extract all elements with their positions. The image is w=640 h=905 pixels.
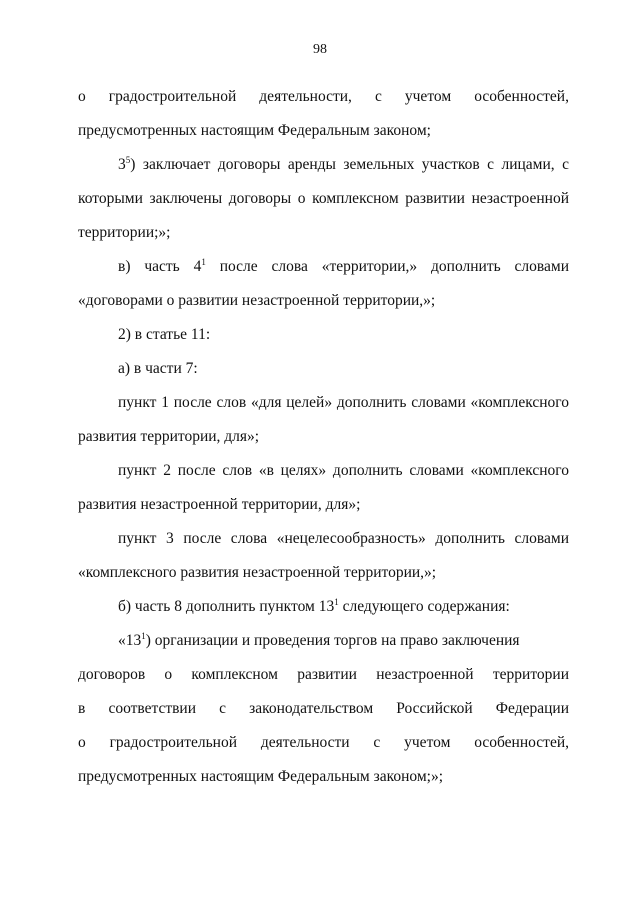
word: особенностей, — [474, 88, 569, 105]
paragraph — [78, 148, 569, 250]
superscript: 5 — [125, 154, 131, 165]
paragraph-text: в) часть 4 — [118, 258, 202, 275]
paragraph-text: ) организации и проведения торгов на право заключения — [145, 632, 520, 649]
word: развитии — [297, 666, 357, 683]
word: комплексном — [191, 666, 278, 683]
paragraph-text: б) часть 8 дополнить пунктом 13 — [118, 598, 335, 615]
paragraph-line — [78, 692, 569, 726]
paragraph: пункт 1 после слов «для целей» дополнить словами «комплексного развития территории, для»; — [78, 394, 569, 445]
page-number: 98 — [313, 42, 327, 57]
paragraph-line — [78, 658, 569, 692]
word: деятельности, — [259, 88, 352, 105]
paragraph — [78, 590, 569, 624]
document-body — [78, 80, 569, 794]
paragraph-line — [78, 624, 569, 658]
word: Федерации — [495, 700, 569, 717]
word: законодательством — [249, 700, 374, 717]
word: с — [219, 700, 227, 717]
paragraph-text: после слова «территории,» дополнить словами «договорами о развитии незастроенной территории,»; — [78, 258, 569, 309]
word: в — [78, 700, 86, 717]
paragraph-line: предусмотренных настоящим Федеральным законом;»; — [78, 768, 443, 785]
paragraph-line: предусмотренных настоящим Федеральным законом; — [78, 122, 431, 139]
paragraph: пункт 2 после слов «в целях» дополнить словами «комплексного развития незастроенной территории, для»; — [78, 462, 569, 513]
paragraph: а) в части 7: — [118, 360, 198, 377]
superscript: 1 — [141, 630, 146, 641]
word: градостроительной — [108, 88, 237, 105]
word: Российской — [396, 700, 473, 717]
paragraph-text: «13 — [118, 632, 142, 649]
superscript: 1 — [334, 596, 339, 607]
paragraph: пункт 3 после слова «нецелесообразность» дополнить словами «комплексного развития незастроенной территории,»; — [78, 530, 569, 581]
word: о — [78, 734, 86, 751]
word: особенностей, — [474, 734, 569, 751]
paragraph-text: следующего содержания: — [338, 598, 510, 615]
word: учетом — [404, 734, 451, 751]
item-number: 3 — [118, 156, 126, 173]
paragraph: 2) в статье 11: — [118, 326, 211, 343]
paragraph-line — [78, 80, 569, 114]
word: договоров — [78, 666, 146, 683]
word: территории — [492, 666, 569, 683]
word: с — [374, 88, 382, 105]
word: о — [78, 88, 86, 105]
word: учетом — [404, 88, 452, 105]
word: незастроенной — [376, 666, 474, 683]
word: соответствии — [108, 700, 197, 717]
word: деятельности — [260, 734, 350, 751]
word: градостроительной — [109, 734, 238, 751]
word: о — [164, 666, 173, 683]
word: с — [373, 734, 381, 751]
paragraph-line — [78, 726, 569, 760]
paragraph — [78, 250, 569, 318]
superscript: 1 — [201, 256, 206, 267]
paragraph-text: ) заключает договоры аренды земельных участков с лицами, с которыми заключены договоры о комплексном развитии незастроенной территории;»; — [78, 156, 569, 241]
